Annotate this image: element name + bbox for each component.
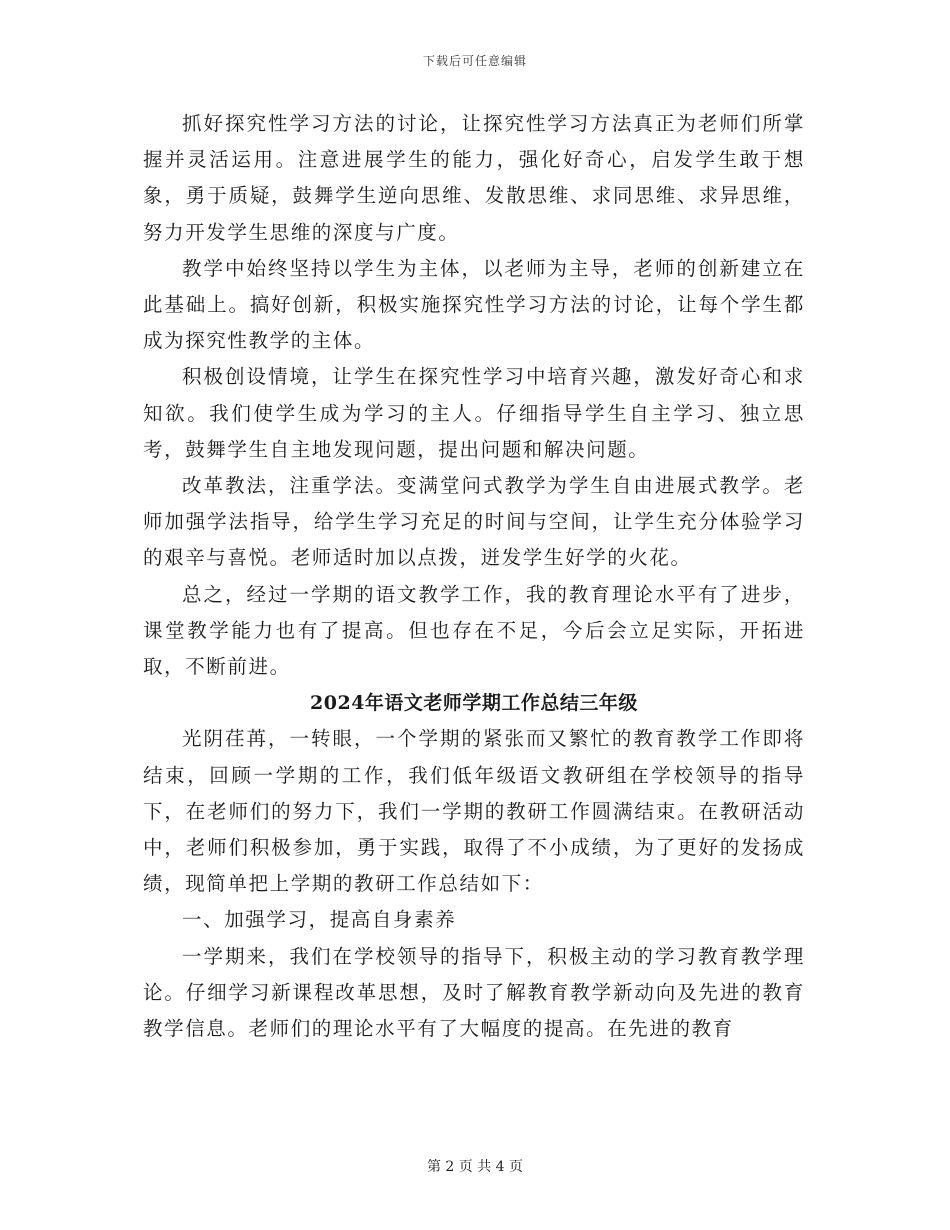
paragraph: 教学中始终坚持以学生为主体，以老师为主导，老师的创新建立在此基础上。搞好创新，积极实施探究性学习方法的讨论，让每个学生都成为探究性教学的主体。 <box>143 256 805 353</box>
section-heading: 2024年语文老师学期工作总结三年级 <box>310 692 638 715</box>
subsection-title: 一、加强学习，提高自身素养 <box>182 908 457 932</box>
document-body <box>143 106 805 1047</box>
paragraph: 光阴荏苒，一转眼，一个学期的紧张而又繁忙的教育教学工作即将结束，回顾一学期的工作，我们低年级语文教研组在学校领导的指导下，在老师们的努力下，我们一学期的教研工作圆满结束。在教研活动中，老师们积极参加，勇于实践，取得了不小成绩，为了更好的发扬成绩，现简单把上学期的教研工作总结如下： <box>143 727 805 896</box>
paragraph: 积极创设情境，让学生在探究性学习中培育兴趣，激发好奇心和求知欲。我们使学生成为学习的主人。仔细指导学生自主学习、独立思考，鼓舞学生自主地发现问题，提出问题和解决问题。 <box>143 365 805 461</box>
page-header: 下载后可任意编辑 <box>422 54 527 68</box>
paragraph: 抓好探究性学习方法的讨论，让探究性学习方法真正为老师们所掌握并灵活运用。注意进展学生的能力，强化好奇心，启发学生敢于想象，勇于质疑，鼓舞学生逆向思维、发散思维、求同思维、求异思维，努力开发学生思维的深度与广度。 <box>143 112 805 244</box>
paragraph: 改革教法，注重学法。变满堂问式教学为学生自由进展式教学。老师加强学法指导，给学生学习充足的时间与空间，让学生充分体验学习的艰辛与喜悦。老师适时加以点拨，迸发学生好学的火花。 <box>143 474 805 570</box>
paragraph: 总之，经过一学期的语文教学工作，我的教育理论水平有了进步，课堂教学能力也有了提高。但也存在不足，今后会立足实际，开拓进取，不断前进。 <box>143 582 805 679</box>
paragraph: 一学期来，我们在学校领导的指导下，积极主动的学习教育教学理论。仔细学习新课程改革思想，及时了解教育教学新动向及先进的教育教学信息。老师们的理论水平有了大幅度的提高。在先进的教育 <box>143 944 805 1041</box>
page-footer: 第 2 页 共 4 页 <box>426 1159 524 1175</box>
